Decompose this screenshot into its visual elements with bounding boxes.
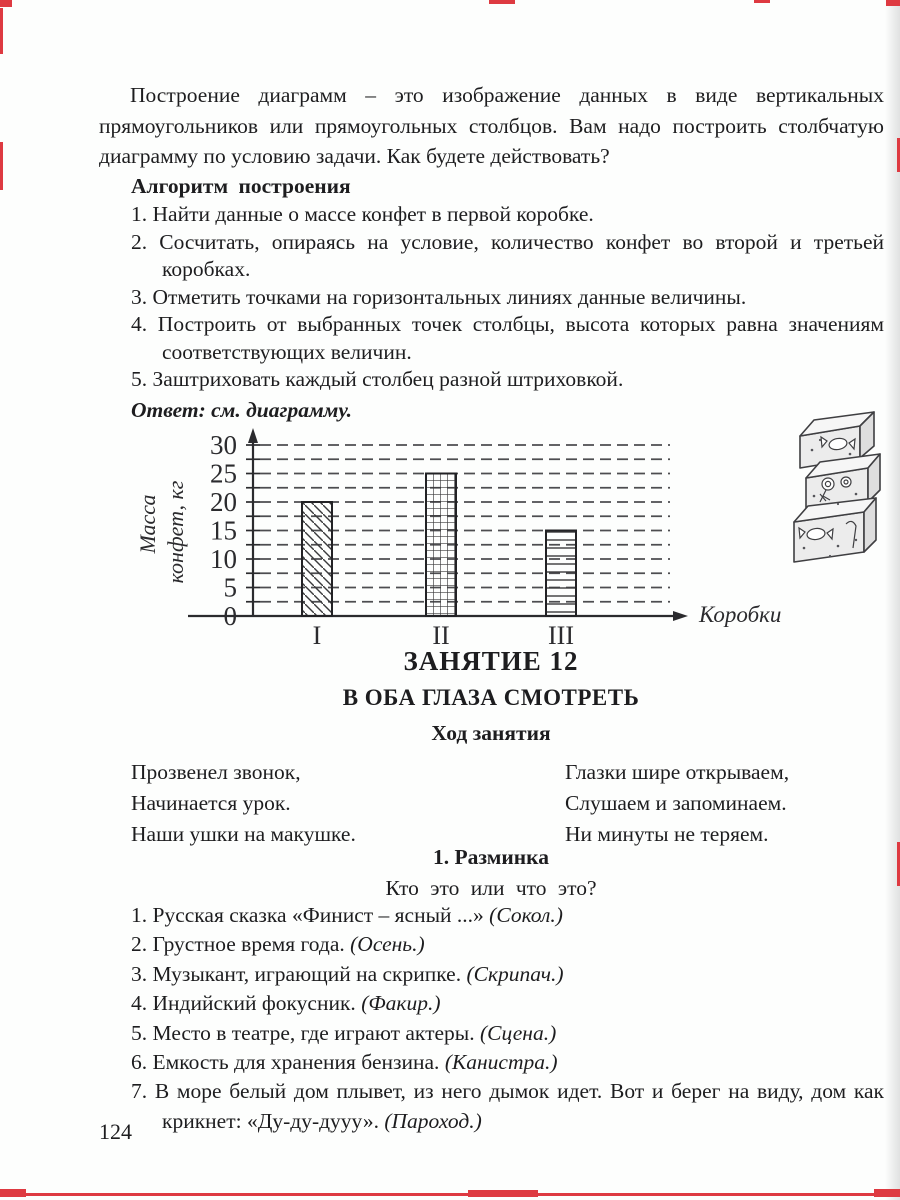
mass-of-candies-bar-chart (125, 424, 800, 652)
warmup-item (131, 1048, 884, 1077)
y-axis-title-line2: конфет, кг (163, 480, 188, 584)
poem-line: Наши ушки на макушке. (131, 822, 356, 846)
warmup-title: 1. Разминка (433, 845, 549, 869)
x-category-label: I (312, 621, 322, 650)
warmup-item-text: 4. Индийский фокусник. (131, 991, 362, 1016)
warmup-item-answer: (Факир.) (361, 991, 441, 1016)
candy-boxes-illustration (780, 410, 896, 572)
poem-column-right (565, 757, 789, 850)
red-edge-mark (489, 0, 515, 4)
poem-line: Начинается урок. (131, 791, 291, 815)
x-category-label: III (548, 621, 574, 650)
warmup-item (131, 1077, 884, 1136)
warmup-item-text: 6. Емкость для хранения бензина. (131, 1050, 445, 1075)
warmup-item (131, 901, 884, 930)
warmup-item-answer: (Сцена.) (479, 1020, 557, 1045)
warmup-item-text: 5. Место в театре, где играют актеры. (131, 1020, 480, 1045)
red-edge-mark (874, 1189, 900, 1197)
intro-paragraph: Построение диаграмм – это изображение данных в виде вертикальных прямоугольников или прямоугольных столбцов. Вам надо построить столбчатую диаграмму по условию задачи. Как будете действовать? (99, 83, 884, 168)
warmup-item-text: 2. Грустное время года. (131, 932, 351, 957)
red-edge-mark (886, 0, 900, 6)
warmup-item-text: 7. В море белый дом плывет, из него дымок идет. Вот и берег на виду, дом как крикнет: «Ду-ду-дууу». (131, 1079, 884, 1133)
warmup-item-answer: (Пароход.) (384, 1108, 482, 1133)
x-category-label: II (432, 621, 450, 650)
warmup-item (131, 989, 884, 1018)
warmup-item-answer: (Канистра.) (444, 1050, 558, 1075)
page-number: 124 (99, 1119, 132, 1144)
red-edge-mark (0, 1189, 26, 1197)
bar-I (302, 502, 332, 616)
algorithm-item: 5. Заштриховать каждый столбец разной штриховкой. (131, 367, 624, 391)
y-axis-title-line1: Масса (135, 494, 160, 554)
red-edge-mark (0, 142, 3, 190)
poem-line: Прозвенел звонок, (131, 760, 301, 784)
algorithm-item: 4. Построить от выбранных точек столбцы, высота которых равна значениям соответствующих величин. (131, 312, 884, 364)
x-axis-arrow (673, 611, 688, 621)
red-edge-mark (468, 1190, 538, 1197)
warmup-item-text: 3. Музыкант, играющий на скрипке. (131, 961, 467, 986)
answer-note: Ответ: см. диаграмму. (131, 398, 352, 422)
poem-column-left (131, 757, 356, 850)
x-axis-title: Коробки (699, 602, 782, 627)
warmup-item-answer: (Осень.) (350, 932, 425, 957)
red-edge-mark (0, 8, 3, 54)
y-tick-label: 30 (210, 430, 237, 460)
y-tick-label: 5 (223, 572, 237, 603)
y-axis-arrow (248, 428, 258, 443)
warmup-item-answer: (Скрипач.) (466, 961, 564, 986)
poem-line: Глазки шире открываем, (565, 760, 790, 784)
bar-III (546, 531, 576, 617)
y-tick-label: 25 (210, 458, 237, 489)
warmup-question: Кто это или что это? (385, 876, 597, 900)
book-gutter-shadow (885, 0, 900, 1200)
red-edge-mark (0, 0, 12, 7)
poem-line: Ни минуты не теряем. (565, 822, 769, 846)
y-tick-label: 15 (210, 515, 237, 546)
poem-line: Слушаем и запоминаем. (565, 791, 787, 815)
lesson-subtitle: В ОБА ГЛАЗА СМОТРЕТЬ (342, 685, 640, 710)
y-tick-label: 10 (210, 544, 237, 574)
warmup-item (131, 1019, 884, 1048)
algorithm-item: 2. Сосчитать, опираясь на условие, количество конфет во второй и третьей коробках. (131, 229, 884, 281)
lesson-title: ЗАНЯТИЕ 12 (403, 646, 579, 676)
algorithm-item: 3. Отметить точками на горизонтальных линиях данные величины. (131, 284, 747, 309)
algorithm-item: 1. Найти данные о массе конфет в первой коробке. (131, 202, 594, 226)
warmup-item (131, 960, 884, 989)
red-edge-mark (754, 0, 770, 3)
warmup-item-text: 1. Русская сказка «Финист – ясный ...» (131, 903, 490, 927)
red-edge-mark (0, 1193, 900, 1196)
y-tick-label: 20 (210, 487, 237, 517)
bar-chart-canvas (125, 424, 800, 652)
lesson-section-heading: Ход занятия (431, 721, 551, 745)
algorithm-title: Алгоритм построения (131, 174, 351, 198)
warmup-list (131, 901, 884, 1136)
warmup-item (131, 930, 884, 959)
algorithm-list (131, 201, 884, 394)
bar-II (426, 474, 456, 617)
warmup-item-answer: (Сокол.) (489, 903, 563, 927)
y-tick-label: 0 (223, 601, 237, 631)
